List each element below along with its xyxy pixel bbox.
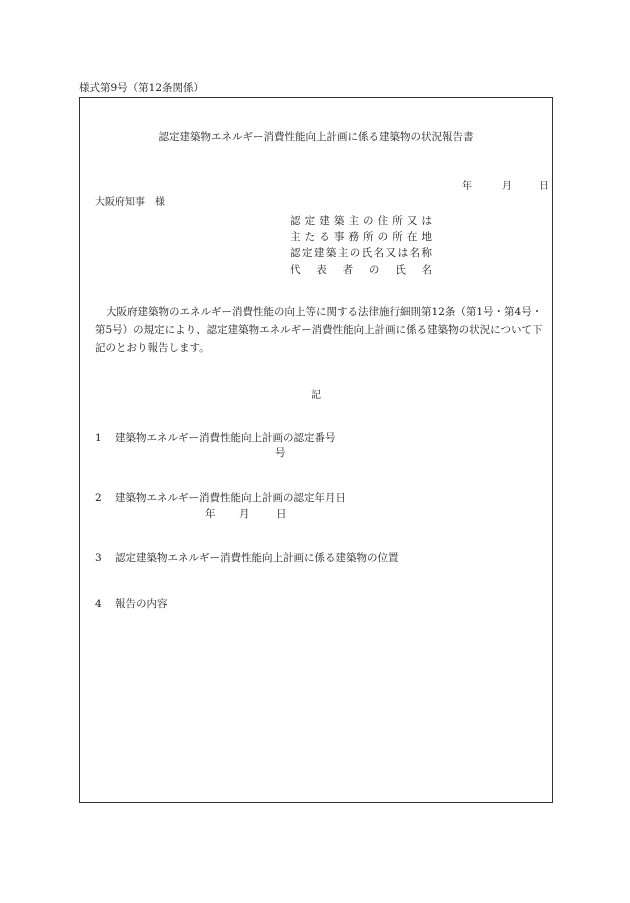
item-2-month-label: 月 (239, 508, 250, 520)
addressee: 大阪府知事 様 (95, 197, 165, 208)
representative-name-label: 代 表 者 の 氏 名 (290, 264, 432, 276)
report-form-frame (79, 97, 553, 803)
item-1-number-suffix: 号 (275, 447, 286, 459)
report-body-text: 大阪府建築物のエネルギー消費性能の向上等に関する法律施行細則第12条（第1号・第4号・第5号）の規定により、認定建築物エネルギー消費性能向上計画に係る建築物の状況について下記のとおり報告します。 (95, 306, 543, 354)
date-year-label: 年 (462, 181, 472, 192)
ki-heading: 記 (311, 390, 321, 401)
item-2-day-label: 日 (276, 508, 287, 520)
applicant-office-label: 主たる事務所の所在地 (290, 231, 432, 243)
item-1-certification-number: 1 建築物エネルギー消費性能向上計画の認定番号 (95, 432, 336, 444)
applicant-address-label: 認定建築主の住所又は (290, 215, 432, 227)
date-month-label: 月 (502, 181, 512, 192)
applicant-name-label: 認定建築主の氏名又は名称 (290, 247, 432, 259)
form-number-label: 様式第9号（第12条関係） (79, 82, 205, 94)
item-2-year-label: 年 (205, 508, 216, 520)
item-2-certification-date: 2 建築物エネルギー消費性能向上計画の認定年月日 (95, 492, 346, 504)
item-4-report-content: 4 報告の内容 (95, 598, 168, 610)
item-3-building-location: 3 認定建築物エネルギー消費性能向上計画に係る建築物の位置 (95, 552, 399, 564)
date-day-label: 日 (539, 181, 549, 192)
document-title: 認定建築物エネルギー消費性能向上計画に係る建築物の状況報告書 (158, 131, 474, 143)
